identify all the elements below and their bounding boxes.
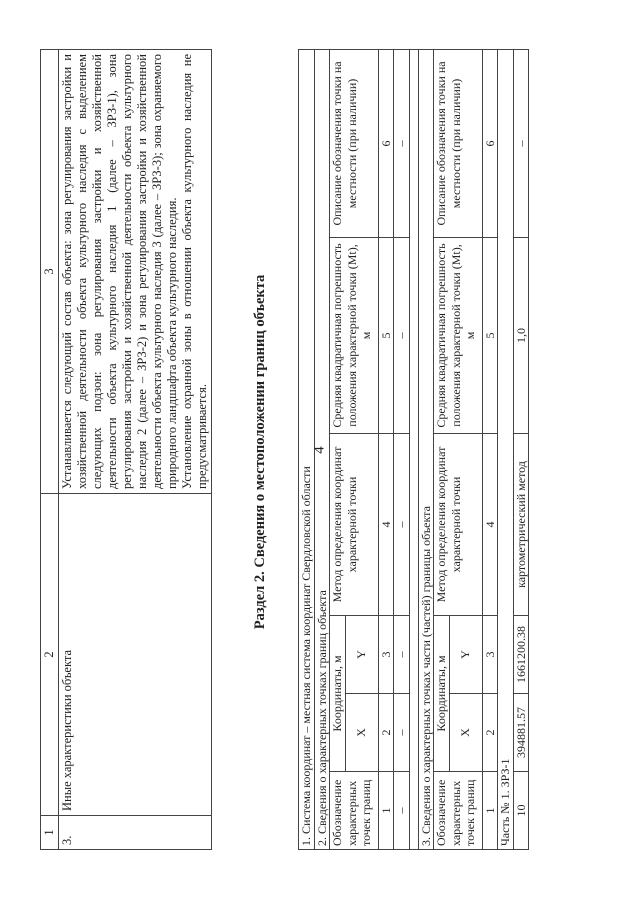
col-num: 6 bbox=[378, 49, 394, 237]
col-num: 4 bbox=[378, 434, 394, 616]
point-x: 394881.57 bbox=[513, 694, 529, 772]
header-method: Метод определения координат характерной точки bbox=[434, 434, 483, 616]
column-numbers-row bbox=[482, 49, 498, 849]
row-description bbox=[59, 50, 212, 494]
page-number: 4 bbox=[311, 446, 328, 454]
col-num: 3 bbox=[482, 616, 498, 694]
header-error: Средняя квадратичная погрешность положения характерной точки (Mt), м bbox=[434, 238, 483, 434]
col-num: 1 bbox=[482, 772, 498, 850]
header-y: Y bbox=[345, 616, 378, 694]
point-error: 1,0 bbox=[513, 238, 529, 434]
header-x: X bbox=[449, 694, 482, 772]
point-id: 10 bbox=[513, 772, 529, 850]
col-num: 2 bbox=[378, 694, 394, 772]
description-text-2: Установление охранной зоны в отношении объекта культурного наследия не предусматривается. bbox=[180, 54, 209, 489]
col-num: 6 bbox=[482, 49, 498, 237]
col-num: 5 bbox=[378, 238, 394, 434]
part-label: Часть № 1. ЗРЗ-1 bbox=[498, 49, 514, 849]
header-error: Средняя квадратичная погрешность положения характерной точки (Mt), м bbox=[330, 238, 379, 434]
cell: – bbox=[394, 772, 410, 850]
col-num: 5 bbox=[482, 238, 498, 434]
subsection-3-label: 3. Сведения о характерных точках части (частей) границы объекта bbox=[418, 49, 434, 849]
table-row bbox=[513, 49, 529, 849]
table-row bbox=[59, 50, 212, 850]
cell: – bbox=[394, 694, 410, 772]
row-name: Иные характеристики объекта bbox=[59, 494, 212, 816]
section-title: Раздел 2. Сведения о местоположении границ объекта bbox=[252, 274, 268, 630]
cell: – bbox=[394, 434, 410, 616]
col-num: 4 bbox=[482, 434, 498, 616]
header-coordinates: Координаты, м bbox=[330, 616, 346, 772]
description-text: Устанавливается следующий состав объекта: зона регулирования застройки и хозяйственной деятельности объекта культурного наследия с выделением следующих подзон: зона регулирования застройки и хозяйственной деятельности объекта культурного наследия 1 (далее – ЗРЗ-1), зона регулирования застройки и хозяйственной деятельности объекта культурного наследия 2 (далее – ЗРЗ-2) и зона регулирования застройки и хозяйственной деятельности объекта культурного наследия 3 (далее – ЗРЗ-3); зона охраняемого природного ландшафта объекта культурного наследия. bbox=[60, 54, 179, 489]
header-designation: Обозначение характерных точек границ bbox=[434, 772, 483, 850]
row-number: 3. bbox=[59, 816, 212, 850]
column-numbers-row bbox=[378, 49, 394, 849]
coordinates-table bbox=[298, 49, 529, 850]
coordinate-system-label: 1. Система координат – местная система координат Свердловской области bbox=[299, 49, 315, 849]
point-y: 1661200.38 bbox=[513, 616, 529, 694]
cell: – bbox=[394, 49, 410, 237]
cell: – bbox=[394, 616, 410, 694]
header-coordinates: Координаты, м bbox=[434, 616, 450, 772]
point-description: – bbox=[513, 49, 529, 237]
subsection-2-label: 2. Сведения о характерных точках границ объекта bbox=[314, 49, 330, 849]
point-method: картометрический метод bbox=[513, 434, 529, 616]
table-header-row bbox=[330, 49, 346, 849]
header-description: Описание обозначения точки на местности (при наличии) bbox=[330, 49, 379, 237]
header-description: Описание обозначения точки на местности (при наличии) bbox=[434, 49, 483, 237]
header-x: X bbox=[345, 694, 378, 772]
table-header-row bbox=[41, 50, 59, 850]
header-method: Метод определения координат характерной точки bbox=[330, 434, 379, 616]
header-designation: Обозначение характерных точек границ bbox=[330, 772, 379, 850]
table-row bbox=[394, 49, 410, 849]
col-num: 3 bbox=[378, 616, 394, 694]
col-header-3: 3 bbox=[41, 50, 59, 494]
col-num: 1 bbox=[378, 772, 394, 850]
col-header-1: 1 bbox=[41, 816, 59, 850]
col-header-2: 2 bbox=[41, 494, 59, 816]
col-num: 2 bbox=[482, 694, 498, 772]
header-y: Y bbox=[449, 616, 482, 694]
cell: – bbox=[394, 238, 410, 434]
rotated-sheet bbox=[40, 32, 600, 872]
characteristics-table bbox=[40, 49, 212, 850]
table-header-row bbox=[434, 49, 450, 849]
